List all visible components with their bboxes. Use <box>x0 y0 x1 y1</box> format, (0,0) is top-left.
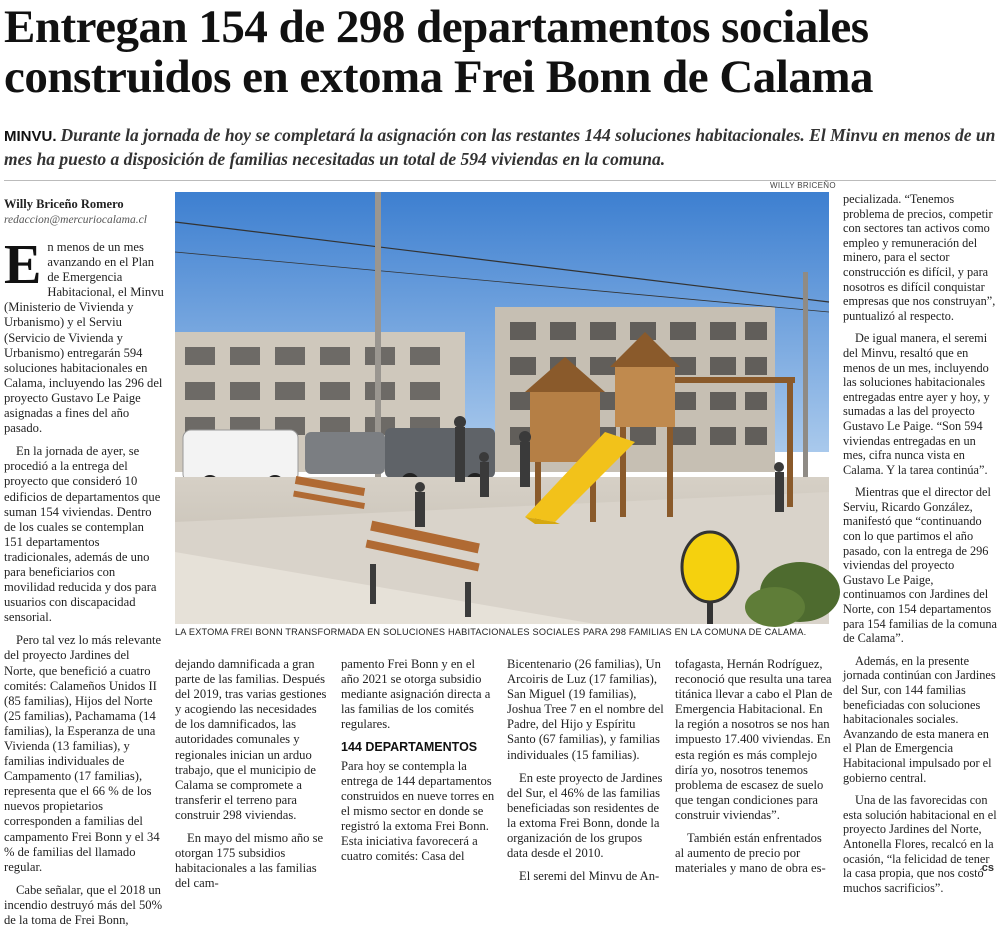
lede-text: Durante la jornada de hoy se completará la asignación con las restantes 144 soluciones habitacionales. El Minvu en menos de un mes ha puesto a disposición de familias necesitadas un total de 594 viviendas en la comuna. <box>4 125 996 169</box>
photo-illustration <box>175 192 829 624</box>
paragraph: n menos de un mes avanzando en el Plan de Emergencia Habitacional, el Minvu (Ministerio de Vivienda y Urbanismo) y el Serviu (Servicio de Vivienda y Urbanismo) entregarán 594 soluciones habitacionales en Calama, incluyendo las 296 del proyecto Gustavo Le Paige asignadas a fines del año pasado. <box>4 240 164 436</box>
author-name: Willy Briceño Romero <box>4 197 124 211</box>
column-5 <box>675 657 833 884</box>
paragraph: Una de las favorecidas con esta solución habitacional en el proyecto Jardines del Norte, Antonella Flores, recalcó en la ocasión, “la felicidad de tener la casa propia, que nos costó muchos sacrificios”. <box>843 793 997 895</box>
paragraph: pecializada. “Tenemos problema de precios, competir con sectores tan activos como empleo y remuneración del minero, para el sector construcción es difícil, y para nosotros es difícil conquistar empresas que nos construyan”, puntualizó al respecto. <box>843 192 996 323</box>
author-email[interactable]: redaccion@mercuriocalama.cl <box>4 214 147 226</box>
column-1 <box>4 234 164 936</box>
end-mark-logo: cs <box>981 862 994 874</box>
byline <box>4 196 164 228</box>
paragraph: En este proyecto de Jardines del Sur, el 46% de las familias beneficiadas son residentes de la extoma Frei Bonn, donde la organización de los grupos data desde el 2010. <box>507 770 663 861</box>
paragraph: Cabe señalar, que el 2018 un incendio destruyó más del 50% de la toma de Frei Bonn, <box>4 882 163 928</box>
paragraph: Mientras que el director del Serviu, Ricardo González, manifestó que “continuando con lo que partimos el año pasado, con la entrega de 296 viviendas del proyecto Gustavo Le Paige, continuamos con Jardines del Norte, con 154 departamentos para 154 familias de la comuna de Calama”. <box>843 485 997 646</box>
photo-caption: LA EXTOMA FREI BONN TRANSFORMADA EN SOLUCIONES HABITACIONALES SOCIALES PARA 298 FAMILIAS EN LA COMUNA DE CALAMA. <box>175 627 807 637</box>
column-3 <box>341 657 496 872</box>
column-2 <box>175 657 330 899</box>
article-photo <box>175 192 829 624</box>
photo-credit: WILLY BRICEÑO <box>770 181 836 190</box>
paragraph: pamento Frei Bonn y en el año 2021 se otorga subsidio mediante asignación directa a las familias de los comités regulares. <box>341 657 491 732</box>
paragraph: Bicentenario (26 familias), Un Arcoiris de Luz (17 familias), San Miguel (19 familias), Joshua Tree 7 en el nombre del Padre, del Hijo y Espíritu Santo (67 familias), y familias individuales (15 familias). <box>507 657 664 762</box>
playground-tower <box>615 367 675 427</box>
paragraph: Además, en la presente jornada continúan con Jardines del Sur, con 144 familias beneficiadas con soluciones habitacionales sociales. Avanzando de esta manera en el Plan de Emergencia Habitacional impulsado por el gobierno central. <box>843 653 996 785</box>
paragraph: El seremi del Minvu de An- <box>519 869 660 884</box>
headline: Entregan 154 de 298 departamentos sociales construidos en extoma Frei Bonn de Calama <box>4 1 874 103</box>
paragraph: De igual manera, el seremi del Minvu, resaltó que en menos de un mes, incluyendo las soluciones habitacionales entregadas entre ayer y hoy, y sumadas a las del proyecto Gustavo Le Paige. “Son 594 viviendas entregadas en un mes, cifra nunca vista en Calama. Y la tarea continúa”. <box>843 331 990 477</box>
divider <box>4 180 996 181</box>
paragraph: Para hoy se contempla la entrega de 144 departamentos construidos en nueve torres en el mismo sector en donde se registró la extoma Frei Bonn. Esta iniciativa favorecerá a cuatro comités: Casa del <box>341 758 495 864</box>
column-6 <box>843 192 998 903</box>
trash-bin <box>682 532 738 602</box>
drop-cap: E <box>4 234 42 296</box>
column-4 <box>507 657 665 892</box>
paragraph: tofagasta, Hernán Rodríguez, reconoció que resulta una tarea titánica llevar a cabo el Plan de Emergencia Habitacional. En la región a nosotros se nos han impuesto 17.400 viviendas. En esta región es más complejo diría yo, nosotros tenemos problema de escasez de suelo que tengan condiciones para construir viviendas”. <box>675 657 833 822</box>
lede <box>4 124 996 171</box>
paragraph: También están enfrentados al aumento de precio por materiales y mano de obra es- <box>675 831 826 876</box>
paragraph: En la jornada de ayer, se procedió a la entrega del proyecto que consideró 10 edificios de departamentos que suman 154 viviendas. Dentro de los cuales se contemplan 151 departamentos tradicionales, además de uno para beneficiarios con movilidad reducida y dos para usuarios con discapacidad sensorial. <box>4 444 161 625</box>
car-white <box>183 430 298 482</box>
car-gray <box>305 432 385 474</box>
paragraph: Pero tal vez lo más relevante del proyecto Jardines del Norte, que benefició a cuatro comités: Calameños Unidos II (85 familias), Hijos del Norte (25 familias), Pachamama (14 familias), la Esperanza de una Vivienda (13 familias), y familias individuales de Campamento (17 familias), representa que el 66 % de los nuevos propietarios corresponden a familias del campamento Frei Bonn y el 34 % de familias del llamado regular. <box>4 633 162 874</box>
kicker: MINVU. <box>4 128 57 145</box>
light-pole <box>803 272 808 502</box>
paragraph: dejando damnificada a gran parte de las familias. Después del 2019, tras varias gestiones y acogiendo las necesidades de los damnificados, las autoridades comunales y regionales inician un arduo trabajo, que el municipio de Calama se compromete a transferir el terreno para construir 298 viviendas. <box>175 657 327 822</box>
truck <box>385 428 495 478</box>
paragraph: En mayo del mismo año se otorgan 175 subsidios habitacionales a las familias del cam- <box>175 831 324 891</box>
subheading: 144 DEPARTAMENTOS <box>341 740 478 755</box>
